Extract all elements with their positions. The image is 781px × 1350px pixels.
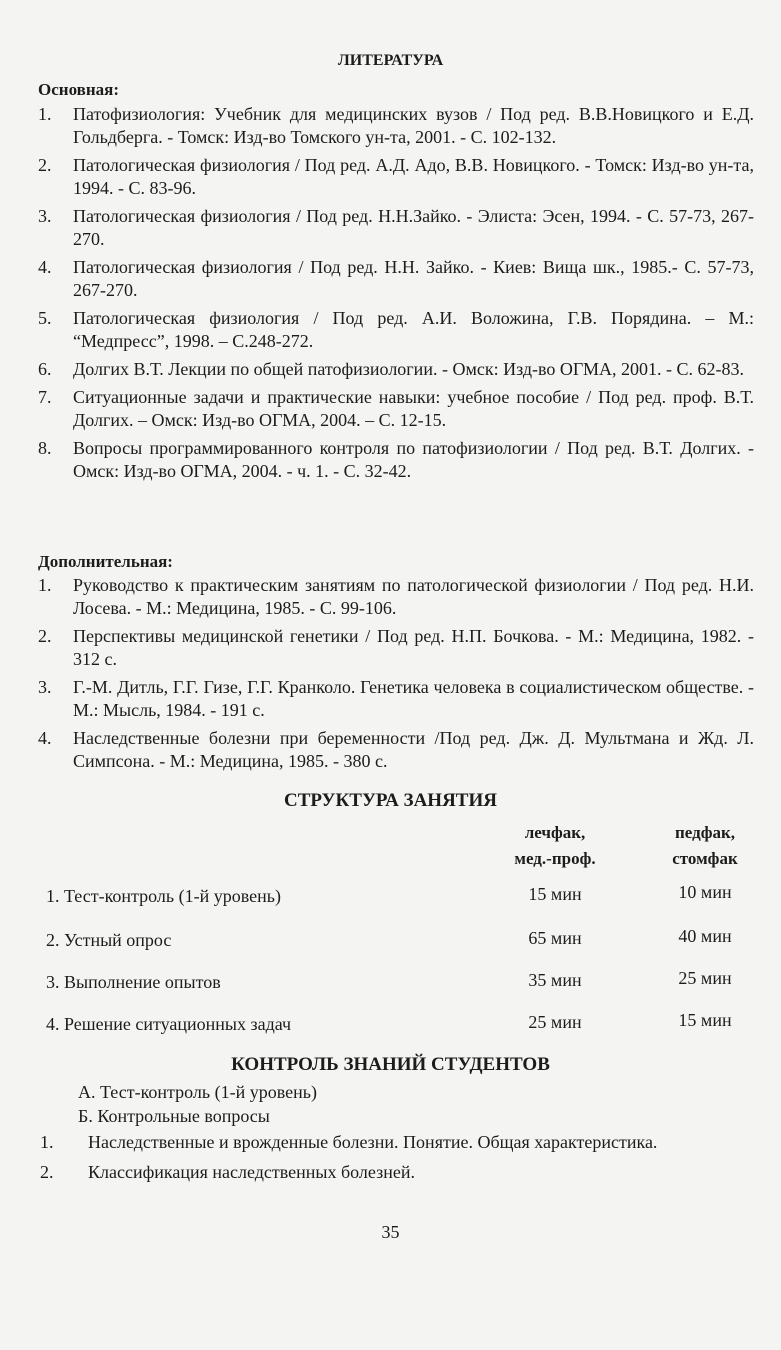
table-row-label: 1. Тест-контроль (1-й уровень) xyxy=(46,886,281,906)
list-item xyxy=(38,386,754,432)
item-text: Ситуационные задачи и практические навыки: учебное пособие / Под ред. проф. В.Т. Долгих. – Омск: Изд-во ОГМА, 2004. – С. 12-15. xyxy=(73,387,754,430)
item-number: 4. xyxy=(38,728,52,748)
table-cell: 65 мин xyxy=(528,928,582,948)
column-header-line: стомфак xyxy=(672,849,738,868)
list-item xyxy=(38,103,754,149)
item-number: 1. xyxy=(38,104,52,124)
item-number: 1. xyxy=(38,575,52,595)
page-number: 35 xyxy=(381,1222,400,1242)
list-item xyxy=(40,1160,760,1184)
structure-title: СТРУКТУРА ЗАНЯТИЯ xyxy=(284,790,497,811)
column-header-line: лечфак, xyxy=(524,823,586,842)
extra-literature-label: Дополнительная: xyxy=(38,552,173,571)
item-text: Перспективы медицинской генетики / Под ред. Н.П. Бочкова. - М.: Медицина, 1982. - 312 с. xyxy=(73,626,754,669)
table-cell: 15 мин xyxy=(528,884,582,904)
item-text: Наследственные болезни при беременности /Под ред. Дж. Д. Мультмана и Жд. Л. Симпсона. - М.: Медицина, 1985. - 380 с. xyxy=(73,728,754,771)
table-row-label: 2. Устный опрос xyxy=(46,930,172,950)
item-text: Классификация наследственных болезней. xyxy=(88,1162,415,1182)
item-number: 2. xyxy=(38,626,52,646)
list-item xyxy=(38,437,754,483)
column-header-lechfak xyxy=(490,820,620,872)
table-row-label: 3. Выполнение опытов xyxy=(46,972,221,992)
table-cell: 35 мин xyxy=(528,970,582,990)
item-number: 6. xyxy=(38,359,52,379)
table-cell: 25 мин xyxy=(528,1012,582,1032)
list-item xyxy=(40,1130,760,1154)
control-item-b: Б. Контрольные вопросы xyxy=(78,1106,270,1126)
item-text: Патофизиология: Учебник для медицинских вузов / Под ред. В.В.Новицкого и Е.Д. Гольдберга. - Томск: Изд-во Томского ун-та, 2001. - С. 102-132. xyxy=(73,104,754,147)
item-text: Долгих В.Т. Лекции по общей патофизиологии. - Омск: Изд-во ОГМА, 2001. - С. 62-83. xyxy=(73,359,745,379)
item-number: 7. xyxy=(38,387,52,407)
table-cell: 25 мин xyxy=(678,968,732,988)
list-item xyxy=(38,727,754,773)
list-item xyxy=(38,358,754,381)
column-header-pedfak xyxy=(640,820,770,872)
list-item xyxy=(38,256,754,302)
item-number: 3. xyxy=(38,206,52,226)
control-title: КОНТРОЛЬ ЗНАНИЙ СТУДЕНТОВ xyxy=(231,1054,550,1075)
table-row-label: 4. Решение ситуационных задач xyxy=(46,1014,292,1034)
item-text: Патологическая физиология / Под ред. А.Д. Адо, В.В. Новицкого. - Томск: Изд-во ун-та, 1994. - С. 83-96. xyxy=(73,155,754,198)
main-literature-list xyxy=(38,103,754,488)
item-number: 4. xyxy=(38,257,52,277)
table-cell: 15 мин xyxy=(678,1010,732,1030)
list-item xyxy=(38,574,754,620)
item-number: 5. xyxy=(38,308,52,328)
column-header-line: мед.-проф. xyxy=(514,849,596,868)
list-item xyxy=(38,307,754,353)
item-number: 3. xyxy=(38,677,52,697)
item-text: Наследственные и врожденные болезни. Понятие. Общая характеристика. xyxy=(88,1132,658,1152)
item-text: Патологическая физиология / Под ред. Н.Н.Зайко. - Элиста: Эсен, 1994. - С. 57-73, 267-270. xyxy=(73,206,754,249)
control-item-a: А. Тест-контроль (1-й уровень) xyxy=(78,1082,317,1102)
item-text: Патологическая физиология / Под ред. А.И. Воложина, Г.В. Порядина. – М.: “Медпресс”, 1998. – С.248-272. xyxy=(73,308,754,351)
item-text: Руководство к практическим занятиям по патологической физиологии / Под ред. Н.И. Лосева. - М.: Медицина, 1985. - С. 99-106. xyxy=(73,575,754,618)
column-header-line: педфак, xyxy=(674,823,736,842)
table-cell: 40 мин xyxy=(678,926,732,946)
item-number: 1. xyxy=(40,1132,54,1152)
main-literature-label: Основная: xyxy=(38,80,119,99)
list-item xyxy=(38,676,754,722)
item-number: 2. xyxy=(38,155,52,175)
item-text: Патологическая физиология / Под ред. Н.Н. Зайко. - Киев: Вища шк., 1985.- С. 57-73, 267-270. xyxy=(73,257,754,300)
list-item xyxy=(38,154,754,200)
list-item xyxy=(38,205,754,251)
item-number: 2. xyxy=(40,1162,54,1182)
control-questions-list xyxy=(40,1130,760,1190)
item-text: Вопросы программированного контроля по патофизиологии / Под ред. В.Т. Долгих. - Омск: Изд-во ОГМА, 2004. - ч. 1. - С. 32-42. xyxy=(73,438,754,481)
literature-title: ЛИТЕРАТУРА xyxy=(337,52,444,69)
extra-literature-list xyxy=(38,574,754,778)
table-cell: 10 мин xyxy=(678,882,732,902)
item-text: Г.-М. Дитль, Г.Г. Гизе, Г.Г. Кранколо. Генетика человека в социалистическом обществе. - М.: Мысль, 1984. - 191 с. xyxy=(73,677,754,720)
item-number: 8. xyxy=(38,438,52,458)
list-item xyxy=(38,625,754,671)
